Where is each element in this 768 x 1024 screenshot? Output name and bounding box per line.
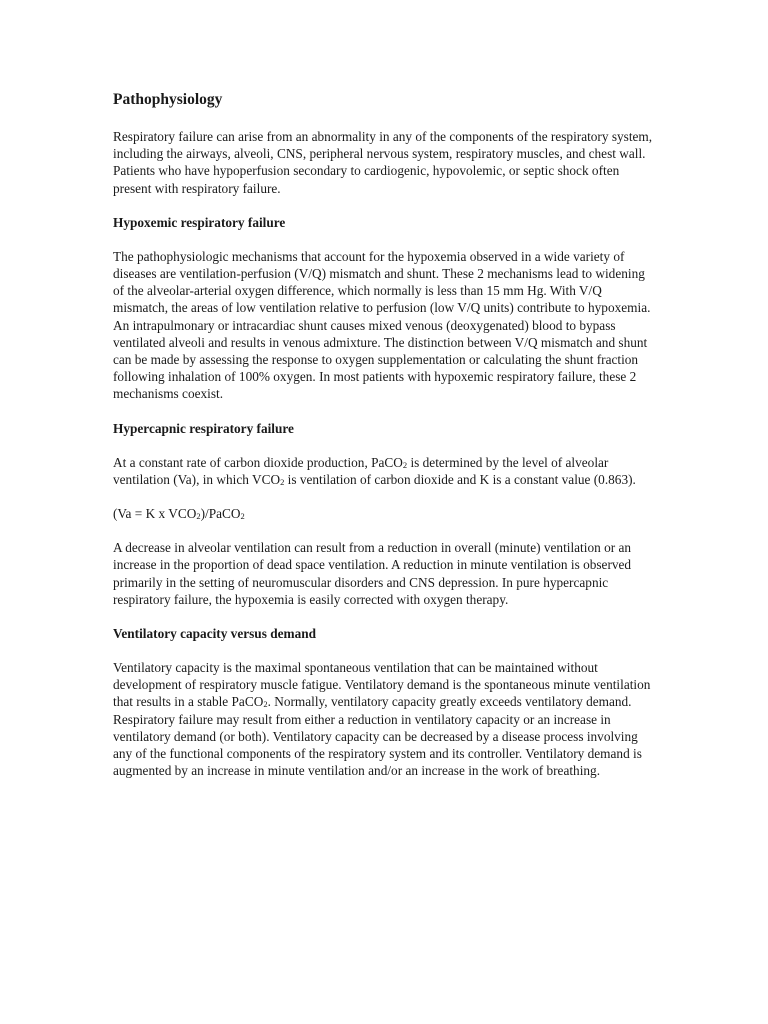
hypoxemic-paragraph: The pathophysiologic mechanisms that account for the hypoxemia observed in a wide variety of diseases are ventilation-perfusion (V/Q) mismatch and shunt. These 2 mechanisms lead to widening of the alveolar-arterial oxygen difference, which normally is less than 15 mm Hg. With V/Q mismatch, the areas of low ventilation relative to perfusion (low V/Q units) contribute to hypoxemia. An intrapulmonary or intracardiac shunt causes mixed venous (deoxygenated) blood to bypass ventilated alveoli and results in venous admixture. The distinction between V/Q mismatch and shunt can be made by assessing the response to oxygen supplementation or calculating the shunt fraction following inhalation of 100% oxygen. In most patients with hypoxemic respiratory failure, these 2 mechanisms coexist.	[113, 248, 651, 402]
subscript-2: 2	[402, 459, 408, 470]
hypoxemic-heading: Hypoxemic respiratory failure	[113, 214, 286, 230]
hypercapnic-text-part-c: is ventilation of carbon dioxide and K is a constant value (0.863).	[284, 471, 636, 487]
subscript-2: 2	[240, 511, 245, 522]
capacity-paragraph	[113, 659, 658, 779]
hypercapnic-heading: Hypercapnic respiratory failure	[113, 420, 294, 436]
subscript-2: 2	[280, 476, 285, 487]
document-page	[113, 90, 658, 796]
subscript-2: 2	[196, 511, 201, 522]
formula-part-b: )/PaCO	[200, 506, 241, 522]
page-title: Pathophysiology	[113, 91, 223, 108]
hypercapnic-text-part-b: is determined by the level of alveolar ventilation (Va), in which VCO	[113, 454, 609, 487]
capacity-heading: Ventilatory capacity versus demand	[113, 626, 317, 642]
hypercapnic-paragraph-2: A decrease in alveolar ventilation can result from a reduction in overall (minute) ventilation or an increase in the proportion of dead space ventilation. A reduction in minute ventilation is observed primarily in the setting of neuromuscular disorders and CNS depression. In pure hypercapnic respiratory failure, the hypoxemia is easily corrected with oxygen therapy.	[113, 540, 632, 607]
subscript-2: 2	[263, 699, 268, 710]
capacity-text-part-a: Ventilatory capacity is the maximal spontaneous ventilation that can be maintained without development of respiratory muscle fatigue. Ventilatory demand is the spontaneous minute ventilation that results in a stable PaCO	[113, 660, 651, 710]
capacity-text-part-b: . Normally, ventilatory capacity greatly exceeds ventilatory demand. Respiratory failure may result from either a reduction in ventilatory capacity or an increase in ventilatory demand (or both). Ventilatory capacity can be decreased by a disease process involving any of the functional components of the respiratory system and its controller. Ventilatory demand is augmented by an increase in minute ventilation and/or an increase in the work of breathing.	[113, 694, 642, 779]
hypercapnic-paragraph-1	[113, 454, 658, 488]
intro-paragraph: Respiratory failure can arise from an abnormality in any of the components of the respiratory system, including the airways, alveoli, CNS, peripheral nervous system, respiratory muscles, and chest wall. Patients who have hypoperfusion secondary to cardiogenic, hypovolemic, or septic shock often present with respiratory failure.	[113, 129, 653, 196]
ventilation-formula	[113, 505, 658, 522]
hypercapnic-text-part-a: At a constant rate of carbon dioxide production, PaCO	[113, 454, 403, 470]
formula-part-a: (Va = K x VCO	[113, 506, 197, 522]
